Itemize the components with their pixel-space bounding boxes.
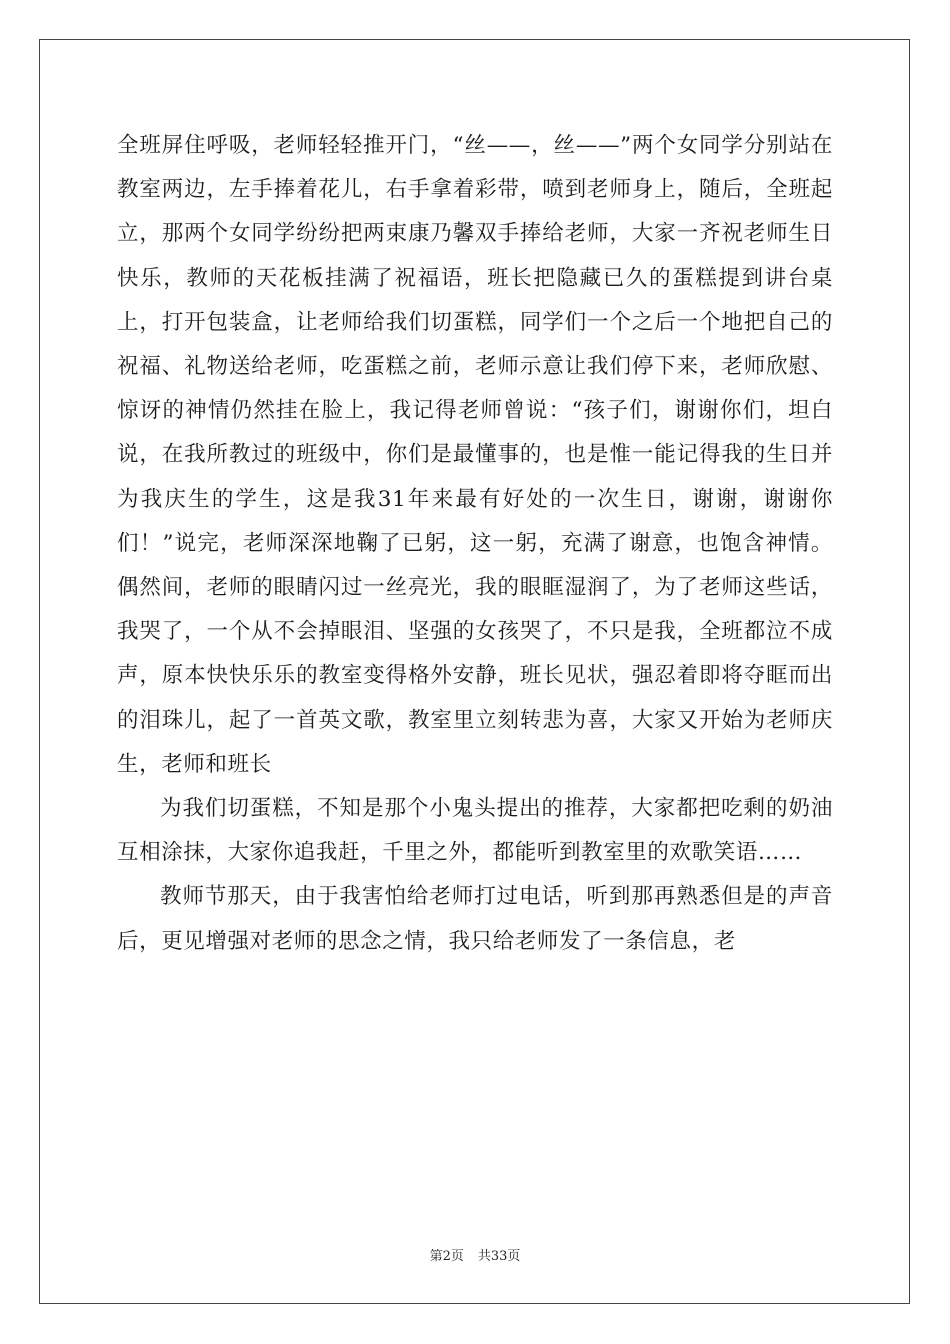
page-number: 第2页 <box>429 1249 464 1264</box>
paragraph-2: 为我们切蛋糕，不知是那个小鬼头提出的推荐，大家都把吃剩的奶油互相涂抹，大家你追我赶，千里之外，都能听到教室里的欢歌笑语…… <box>117 796 833 866</box>
paragraph-1: 全班屏住呼吸，老师轻轻推开门，“丝——，丝——”两个女同学分别站在教室两边，左手捧着花儿，右手拿着彩带，喷到老师身上，随后，全班起立，那两个女同学纷纷把两束康乃馨双手捧给老师，大家一齐祝老师生日快乐，教师的天花板挂满了祝福语，班长把隐藏已久的蛋糕提到讲台桌上，打开包装盒，让老师给我们切蛋糕，同学们一个之后一个地把自己的祝福、礼物送给老师，吃蛋糕之前，老师示意让我们停下来，老师欣慰、惊讶的神情仍然挂在脸上，我记得老师曾说：“孩子们，谢谢你们，坦白说，在我所教过的班级中，你们是最懂事的，也是惟一能记得我的生日并为我庆生的学生，这是我31年来最有好处的一次生日，谢谢，谢谢你们！”说完，老师深深地鞠了已躬，这一躬，充满了谢意，也饱含神情。偶然间，老师的眼睛闪过一丝亮光，我的眼眶湿润了，为了老师这些话，我哭了，一个从不会掉眼泪、坚强的女孩哭了，不只是我，全班都泣不成声，原本快快乐乐的教室变得格外安静，班长见状，强忍着即将夺眶而出的泪珠儿，起了一首英文歌，教室里立刻转悲为喜，大家又开始为老师庆生，老师和班长 <box>117 133 833 777</box>
document-body <box>117 124 833 964</box>
page-total: 共33页 <box>477 1249 521 1264</box>
paragraph-3: 教师节那天，由于我害怕给老师打过电话，听到那再熟悉但是的声音后，更见增强对老师的思念之情，我只给老师发了一条信息，老 <box>117 884 833 954</box>
page-footer <box>0 1245 950 1264</box>
